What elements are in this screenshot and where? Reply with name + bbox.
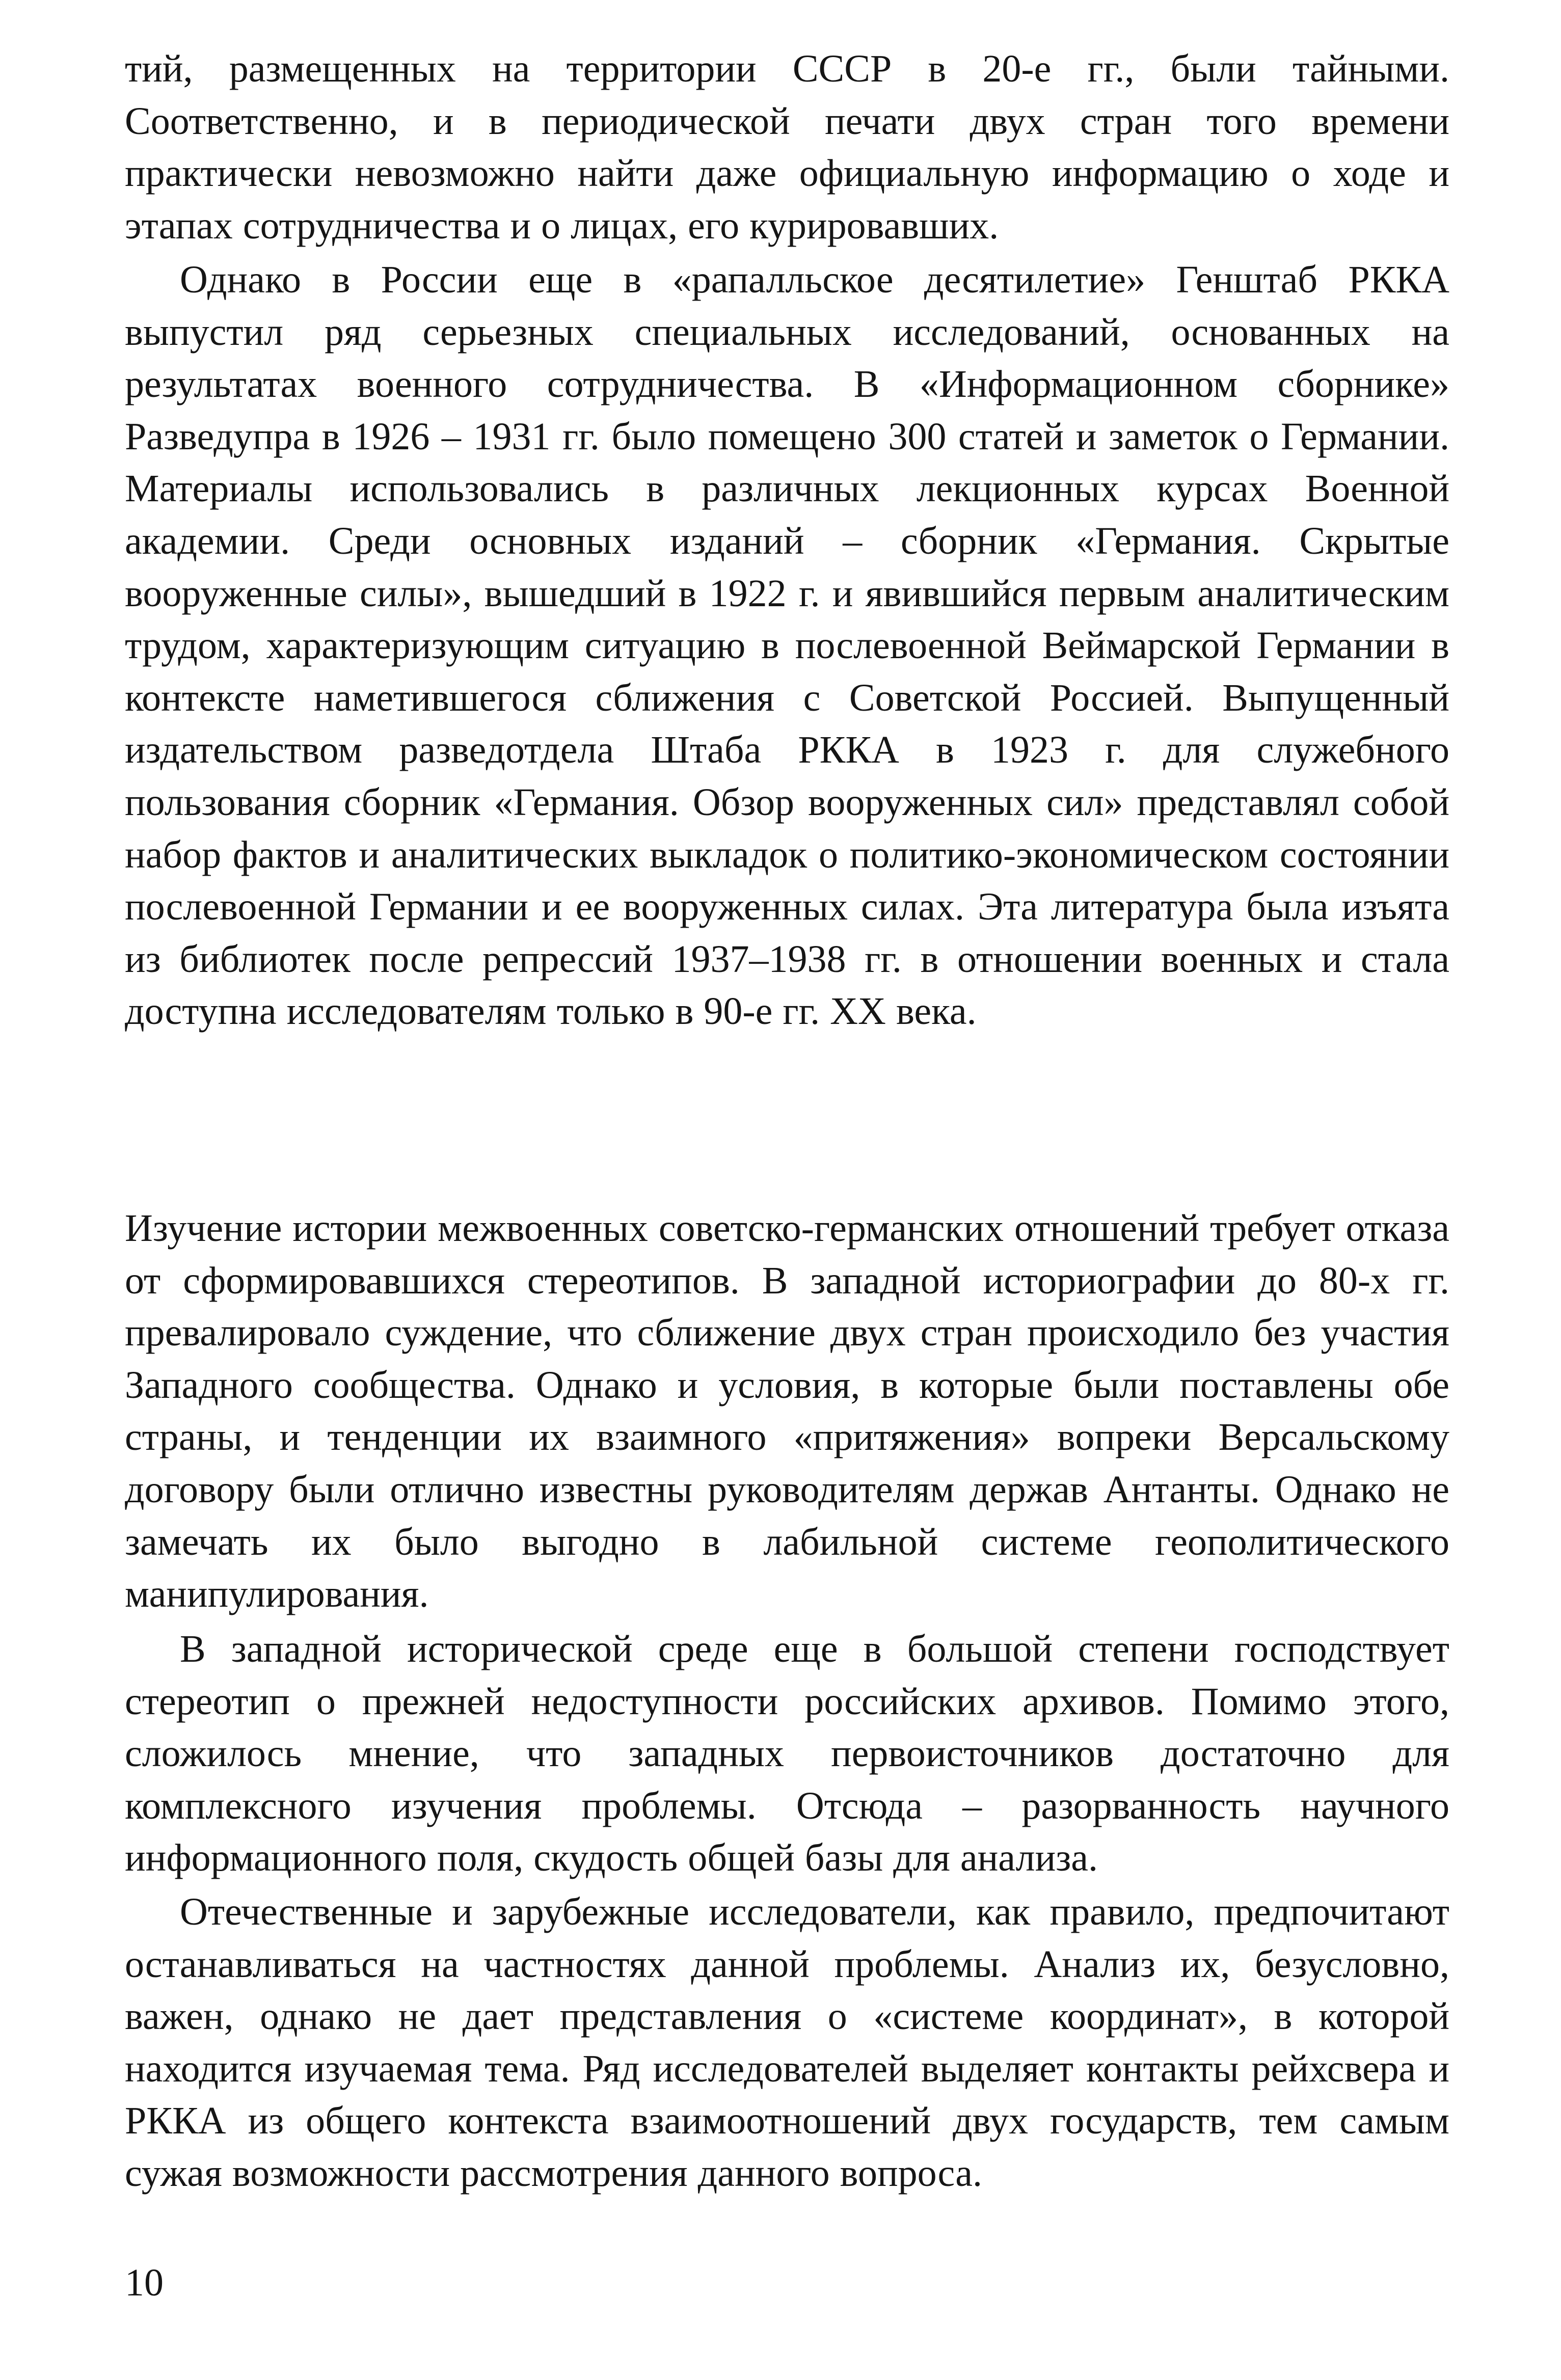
page-number: 10 bbox=[125, 2261, 164, 2304]
paragraph-continuation: тий, размещенных на территории СССР в 20-е гг., были тайными. Соответственно, и в периодической печати двух стран того времени практически невозможно найти даже официальную информацию о ходе и этапах сотрудничества и о лицах, его курировавших. bbox=[125, 47, 1449, 247]
paragraph-rkka-research: Однако в России еще в «рапалльское десятилетие» Генштаб РККА выпустил ряд серьезных специальных исследований, основанных на результатах военного сотрудничества. В «Информационном сборнике» Разведупра в 1926 – 1931 гг. было помещено 300 статей и заметок о Германии. Материалы использовались в различных лекционных курсах Военной академии. Среди основных изданий – сборник «Германия. Скрытые вооруженные силы», вышедший в 1922 г. и явившийся первым аналитическим трудом, характеризующим ситуацию в послевоенной Веймарской Германии в контексте наметившегося сближения с Советской Россией. Выпущенный издательством разведотдела Штаба РККА в 1923 г. для служебного пользования сборник «Германия. Обзор вооруженных сил» представлял собой набор фактов и аналитических выкладок о политико-экономическом состоянии послевоенной Германии и ее вооруженных силах. Эта литература была изъята из библиотек после репрессий 1937–1938 гг. в отношении военных и стала доступна исследователям только в 90-е гг. XX века. bbox=[125, 258, 1449, 1033]
paragraph-western-historiography: В западной исторической среде еще в большой степени господствует стереотип о прежней недоступности российских архивов. Помимо этого, сложилось мнение, что западных первоисточников достаточно для комплексного изучения проблемы. Отсюда – разорванность научного информационного поля, скудость общей базы для анализа. bbox=[125, 1628, 1449, 1880]
paragraph-researchers: Отечественные и зарубежные исследователи, как правило, предпочитают останавливаться на частностях данной проблемы. Анализ их, безусловно, важен, однако не дает представления о «системе координат», в которой находится изучаемая тема. Ряд исследователей выделяет контакты рейхсвера и РККА из общего контекста взаимоотношений двух государств, тем самым сужая возможности рассмотрения данного вопроса. bbox=[125, 1890, 1449, 2195]
paragraph-stereotypes: Изучение истории межвоенных советско-германских отношений требует отказа от сформировавшихся стереотипов. В западной историографии до 80-х гг. превалировало суждение, что сближение двух стран происходило без участия Западного сообщества. Однако и условия, в которые были поставлены обе страны, и тенденции их взаимного «притяжения» вопреки Версальскому договору были отлично известны руководителям держав Антанты. Однако не замечать их было выгодно в лабильной системе геополитического манипулирования. bbox=[125, 1207, 1449, 1616]
